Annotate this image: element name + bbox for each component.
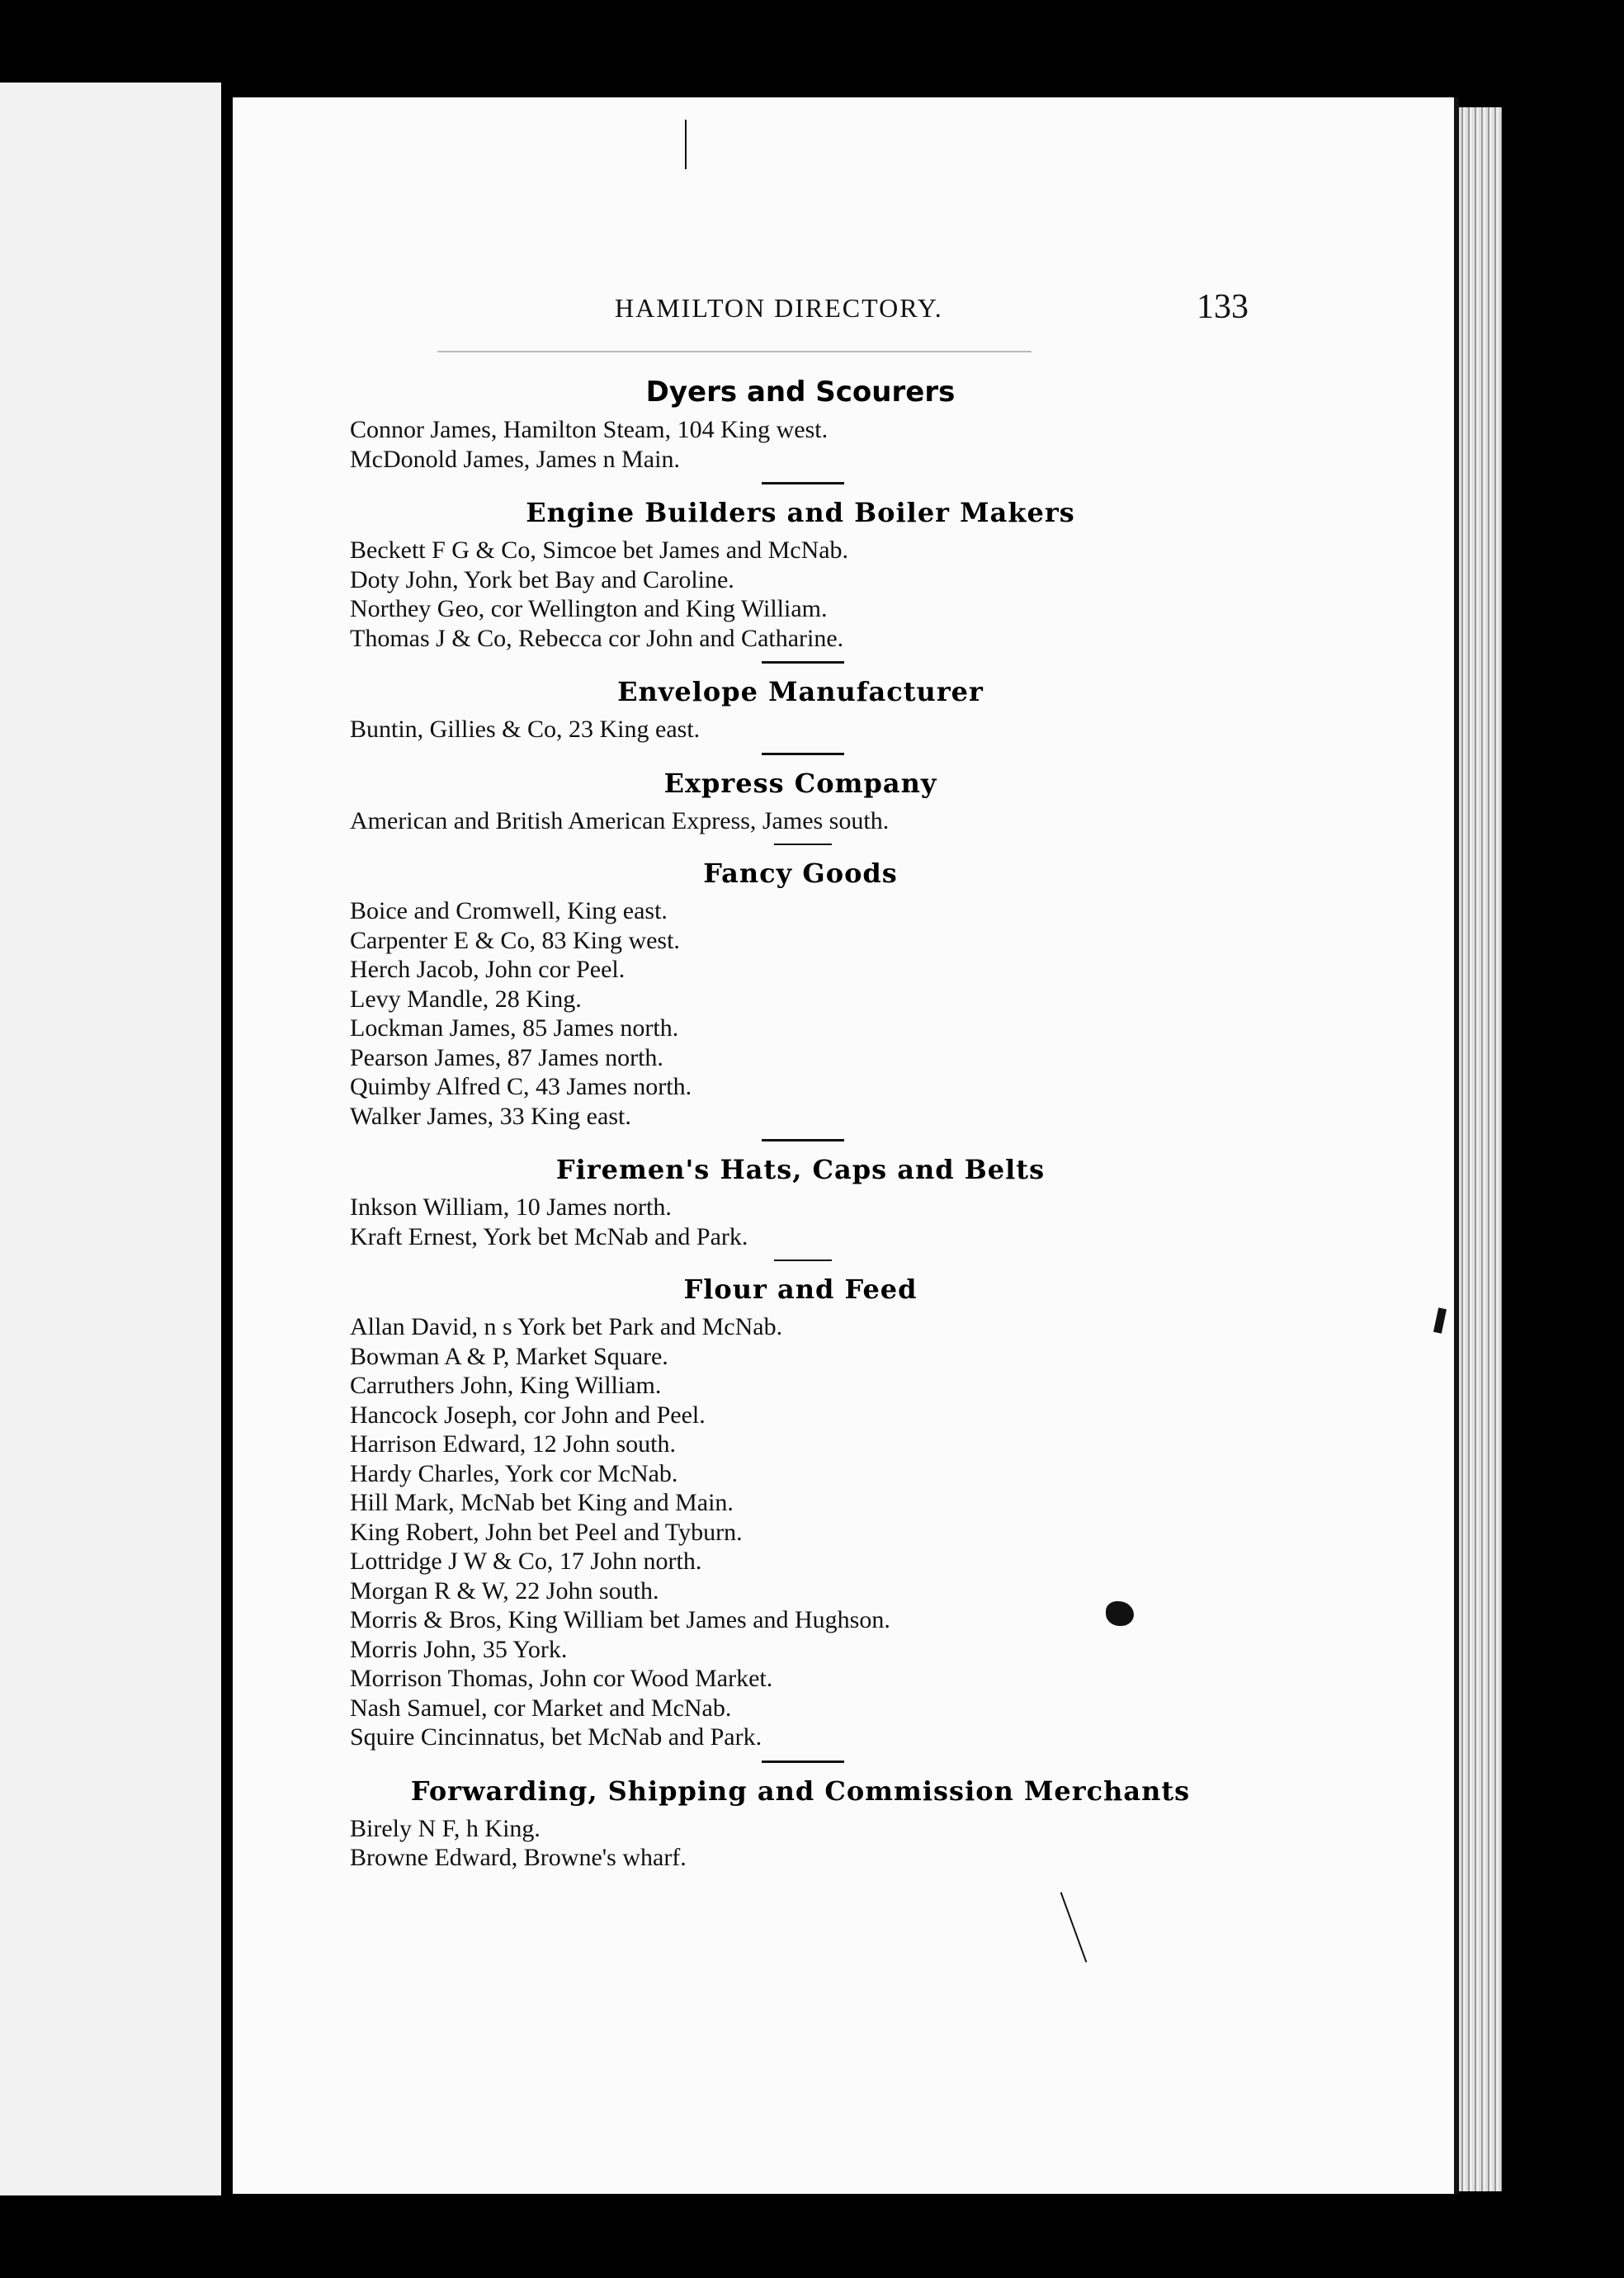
section-title: Dyers and Scourers [645, 376, 956, 409]
list-item: Carpenter E & Co, 83 King west. [350, 926, 680, 954]
list-item: Lockman James, 85 James north. [350, 1014, 679, 1042]
list-item: Carruthers John, King William. [350, 1372, 662, 1399]
list-item: Browne Edward, Browne's wharf. [350, 1844, 687, 1871]
list-item: Morgan R & W, 22 John south. [350, 1576, 659, 1605]
section-divider [774, 844, 832, 845]
section-divider [762, 661, 844, 664]
ink-blot [1106, 1601, 1134, 1626]
list-item: Inkson William, 10 James north. [350, 1193, 672, 1221]
list-item: Kraft Ernest, York bet McNab and Park. [350, 1222, 748, 1250]
entry-list [350, 1814, 1340, 1873]
list-item: Herch Jacob, John cor Peel. [350, 956, 626, 983]
page-number: 133 [1197, 288, 1249, 326]
list-item: Lottridge J W & Co, 17 John north. [350, 1548, 702, 1575]
list-item: Walker James, 33 King east. [350, 1102, 631, 1130]
list-item: King Robert, John bet Peel and Tyburn. [350, 1518, 743, 1546]
list-item: Allan David, n s York bet Park and McNab. [350, 1313, 783, 1340]
list-item: Harrison Edward, 12 John south. [350, 1430, 676, 1458]
ink-stroke [685, 120, 687, 169]
section-divider [762, 753, 844, 755]
list-item: Nash Samuel, cor Market and McNab. [350, 1694, 732, 1722]
entry-list [350, 415, 1340, 474]
page-edges [1459, 107, 1502, 2191]
section-title: Engine Builders and Boiler Makers [526, 497, 1075, 528]
list-item: Thomas J & Co, Rebecca cor John and Catharine. [350, 624, 844, 652]
list-item: Bowman A & P, Market Square. [350, 1342, 668, 1370]
section-title: Firemen's Hats, Caps and Belts [555, 1154, 1046, 1185]
list-item: Quimby Alfred C, 43 James north. [350, 1073, 692, 1100]
section-title: Flour and Feed [683, 1274, 918, 1305]
list-item: Hardy Charles, York cor McNab. [350, 1459, 678, 1487]
list-item: McDonold James, James n Main. [350, 445, 680, 473]
list-item: Beckett F G & Co, Simcoe bet James and McNab. [350, 536, 849, 564]
facing-page-strip [0, 83, 221, 2195]
entry-list [350, 715, 1340, 744]
entry-list [350, 806, 1340, 836]
list-item: Buntin, Gillies & Co, 23 King east. [350, 716, 701, 743]
list-item: Squire Cincinnatus, bet McNab and Park. [350, 1723, 762, 1751]
entry-list [350, 536, 1340, 653]
directory-content [350, 369, 1340, 1873]
section-divider [762, 1139, 844, 1141]
list-item: Birely N F, h King. [350, 1814, 541, 1842]
list-item: American and British American Express, James south. [350, 806, 890, 834]
section-divider [762, 1760, 844, 1763]
book-binding [221, 95, 233, 2195]
list-item: Pearson James, 87 James north. [350, 1043, 663, 1071]
section-divider [774, 1260, 832, 1261]
entry-list [350, 1312, 1340, 1752]
header-rule [437, 351, 1032, 352]
section-divider [762, 482, 844, 484]
list-item: Levy Mandle, 28 King. [350, 985, 582, 1013]
section-title: Envelope Manufacturer [617, 676, 984, 707]
list-item: Morrison Thomas, John cor Wood Market. [350, 1665, 773, 1692]
list-item: Doty John, York bet Bay and Caroline. [350, 565, 734, 593]
running-header: HAMILTON DIRECTORY. [615, 293, 943, 323]
list-item: Morris & Bros, King William bet James and Hughson. [350, 1606, 890, 1633]
list-item: Hill Mark, McNab bet King and Main. [350, 1489, 734, 1516]
list-item: Boice and Cromwell, King east. [350, 897, 668, 924]
section-title: Fancy Goods [703, 858, 898, 889]
entry-list [350, 896, 1340, 1131]
section-title: Forwarding, Shipping and Commission Merchants [410, 1775, 1191, 1807]
list-item: Northey Geo, cor Wellington and King William. [350, 595, 828, 622]
list-item: Hancock Joseph, cor John and Peel. [350, 1401, 706, 1429]
list-item: Connor James, Hamilton Steam, 104 King west. [350, 416, 829, 443]
entry-list [350, 1193, 1340, 1251]
section-title: Express Company [663, 767, 937, 799]
list-item: Morris John, 35 York. [350, 1635, 568, 1663]
